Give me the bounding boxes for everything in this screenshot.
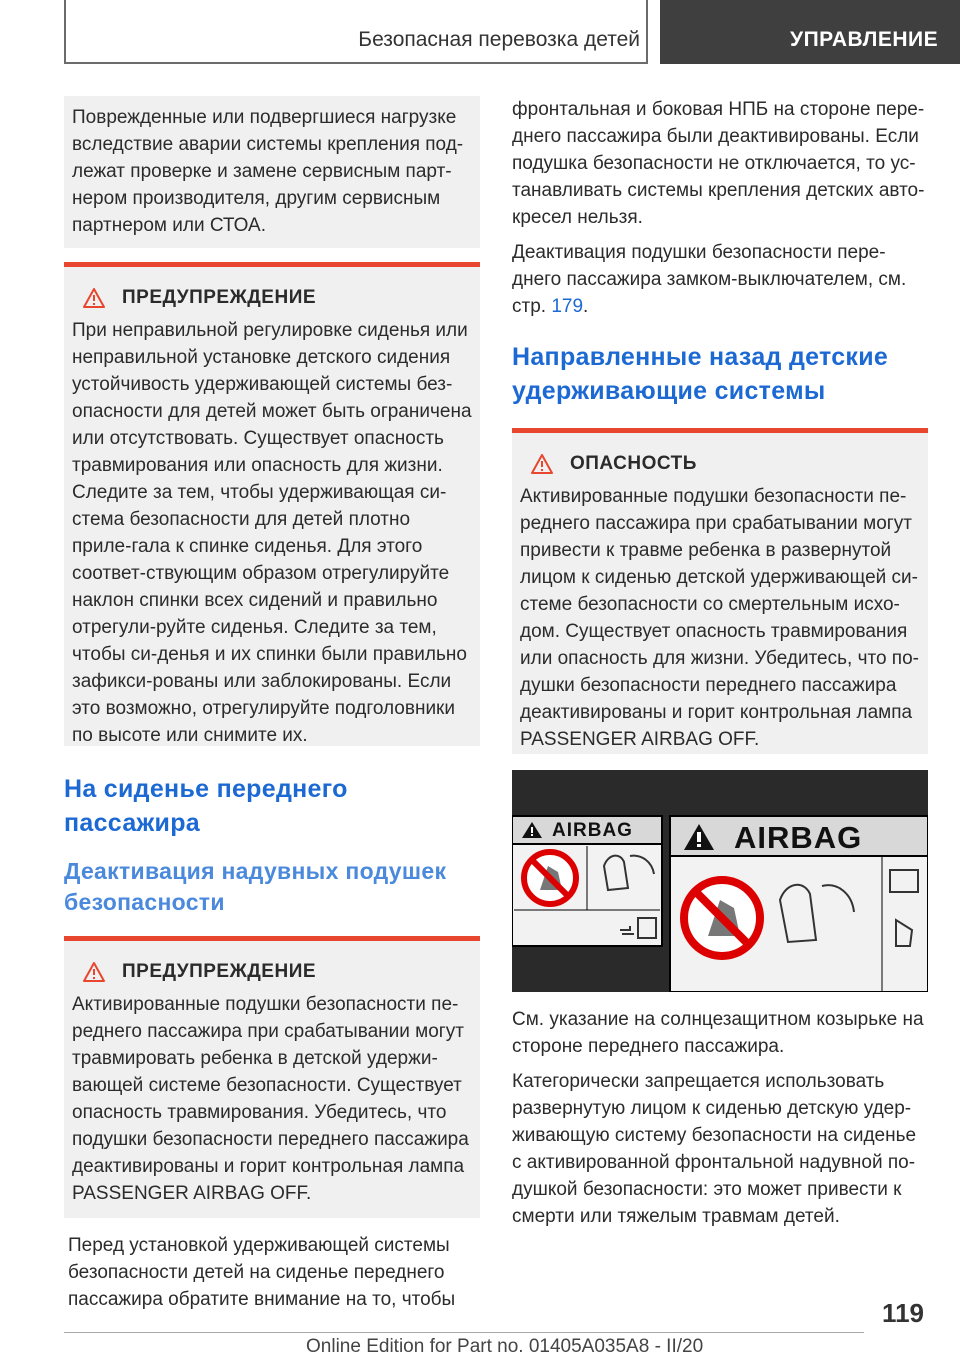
continued-text: фронтальная и боковая НПБ на стороне пере-днего пассажира были деактивированы. Если подушка безопасности не отключается, то ус-танавливать системы крепления детских авто-кресел нельзя. [512,99,925,228]
warning-triangle-icon [82,287,106,309]
final-text: Категорически запрещается использовать развернутую лицом к сиденью детскую удер-живающую систему безопасности на сиденье с активированной фронтальной надувной по-душкой безопасности: это может привести к смерти или тяжелым травмам детей. [512,1071,917,1227]
footer-divider [64,1332,864,1333]
airbag-warning-label-image [512,770,928,992]
image-caption: См. указание на солнцезащитном козырьке на стороне переднего пассажира. [512,1009,924,1057]
section-title: Безопасная перевозка детей [358,28,640,51]
edition-footer: Online Edition for Part no. 01405A035A8 - II/20 [306,1336,704,1357]
warning-text: При неправильной регулировке сиденья или неправильной установке детского сидения устойчивость удерживающей системы без-опасности для детей может быть ограничена или отсутствовать. Существует опасность травмирования или опасность для жизни. Следите за тем, чтобы удерживающая си-стема безопасности для детей плотно приле-гала к спинке сиденья. Для этого соответ-ствующим образом отрегулируйте наклон спинки всех сидений и правильно отрегули-руйте сиденья. Следите за тем, чтобы си-денья и их спинки были правильно зафикси-рованы или заблокированы. Если это возможно, отрегулируйте подголовники по высоте или снимите их. [72,320,472,746]
rear-facing-heading: Направленные назад детские удерживающие системы [512,343,889,405]
chapter-title: УПРАВЛЕНИЕ [660,0,960,64]
warning-text: Активированные подушки безопасности пе-реднего пассажира при срабатывании могут травмировать ребенка в детской удержи-вающей системе безопасности. Существует опасность травмирования. Убедитесь, что подушки безопасности переднего пассажира деактивированы и горит контрольная лампа PASSENGER AIRBAG OFF. [72,994,469,1204]
warning-triangle-icon [530,453,554,475]
subsection-heading: Деактивация надувных подушек безопасности [64,858,447,915]
right-column [512,96,928,1230]
warning-title: ПРЕДУПРЕЖДЕНИЕ [72,287,472,309]
warning-title: ПРЕДУПРЕЖДЕНИЕ [72,961,472,983]
left-column [64,96,480,1313]
airbag-label-small: AIRBAG [552,820,633,841]
danger-box [512,428,928,754]
warning-triangle-icon [82,961,106,983]
page-number: 119 [882,1298,924,1328]
closing-text: Перед установкой удерживающей системы безопасности детей на сиденье переднего пассажира обратите внимание на то, чтобы [68,1235,456,1310]
warning-box-child-airbag [64,936,480,1218]
danger-text: Активированные подушки безопасности пе-реднего пассажира при срабатывании могут привести к травме ребенка в развернутой лицом к сиденью детской удерживающей си-стеме безопасности со смертельным исхо-дом. Существует опасность травмирования или опасность для жизни. Убедитесь, что по-душки безопасности переднего пассажира деактивированы и горит контрольная лампа PASSENGER AIRBAG OFF. [520,486,919,750]
intro-note-text: Поврежденные или подвергшиеся нагрузке вследствие аварии системы крепления под-лежат проверке и замене сервисным парт-нером производителя, другим сервисным партнером или СТОА. [72,107,464,236]
deactivation-text: Деактивация подушки безопасности пере-днего пассажира замком-выключателем, см. стр. 179. [512,242,907,317]
intro-note-box [64,96,480,248]
section-heading: На сиденье переднего пассажира [64,775,348,837]
danger-title: ОПАСНОСТЬ [520,453,920,475]
warning-box-seat-adjustment [64,262,480,746]
airbag-label-large: AIRBAG [734,820,863,855]
page-reference-link[interactable]: 179 [551,296,584,317]
